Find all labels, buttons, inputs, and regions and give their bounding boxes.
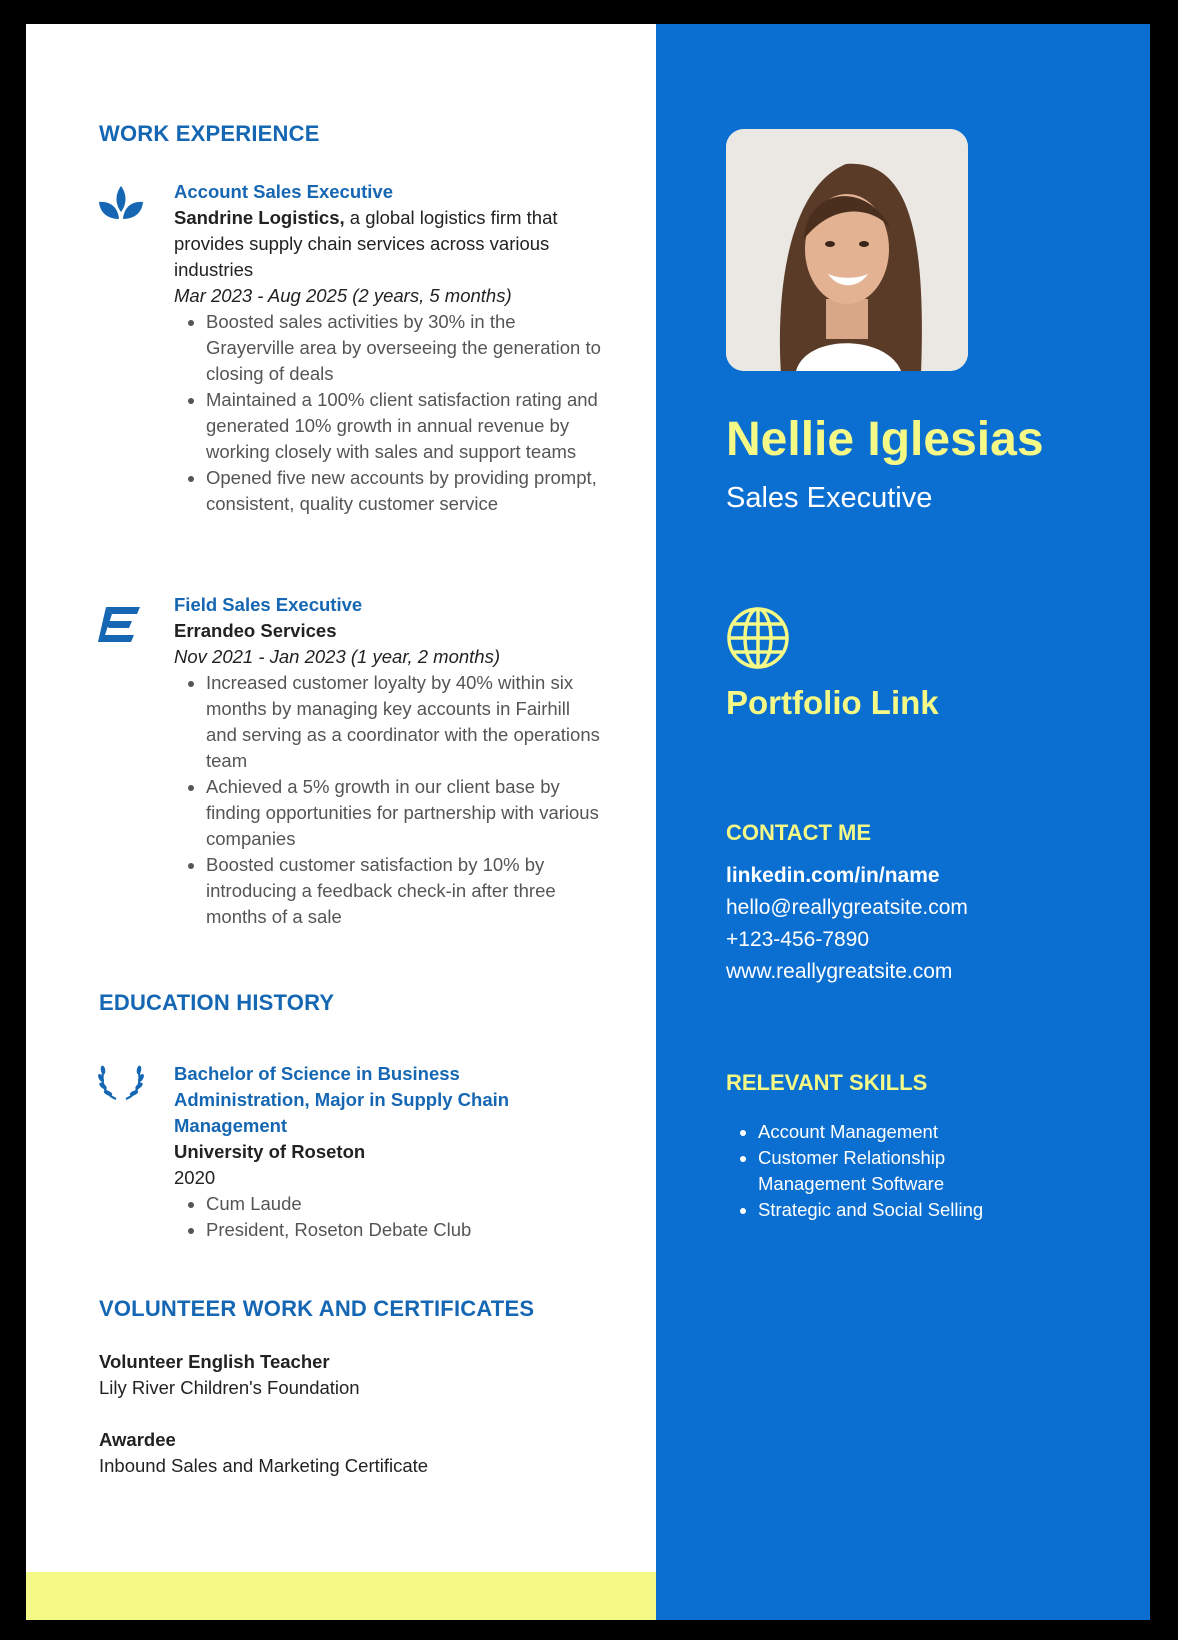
job-bullets — [174, 670, 604, 930]
job-dates: Mar 2023 - Aug 2025 (2 years, 5 months) — [174, 285, 512, 306]
list-item: • Achieved a 5% growth in our client base by finding opportunities for partnership with various companies — [206, 774, 604, 852]
list-item: • Boosted customer satisfaction by 10% by introducing a feedback check-in after three months of a sale — [206, 852, 604, 930]
graduation-year: 2020 — [174, 1167, 216, 1188]
company-description: a global logistics firm that provides supply chain services across various industries — [174, 207, 558, 280]
school-name: University of Roseton — [174, 1141, 366, 1162]
company-line — [174, 205, 604, 283]
volunteer-title: Volunteer English Teacher — [99, 1351, 330, 1372]
list-item: • Strategic and Social Selling — [758, 1197, 1056, 1223]
list-item: • Maintained a 100% client satisfaction rating and generated 10% growth in annual revenue by working closely with sales and support teams — [206, 387, 604, 465]
left-column — [26, 24, 656, 1620]
list-item: • Boosted sales activities by 30% in the Grayerville area by overseeing the generation to closing of deals — [206, 309, 604, 387]
right-column — [656, 24, 1150, 1620]
laurel-wreath-icon — [96, 1054, 146, 1104]
education-heading: EDUCATION HISTORY — [99, 990, 335, 1015]
work-experience-heading: WORK EXPERIENCE — [99, 121, 320, 146]
list-item: • Opened five new accounts by providing prompt, consistent, quality customer service — [206, 465, 604, 517]
phone-number: +123-456-7890 — [726, 928, 870, 951]
footer-accent-bar — [26, 1572, 656, 1620]
company-name: Sandrine Logistics, — [174, 207, 345, 228]
list-item: • Customer Relationship Management Software — [758, 1145, 1056, 1197]
volunteer-item — [99, 1349, 360, 1401]
list-item: • President, Roseton Debate Club — [206, 1217, 584, 1243]
linkedin-link[interactable]: linkedin.com/in/name — [726, 864, 940, 887]
job-dates: Nov 2021 - Jan 2023 (1 year, 2 months) — [174, 646, 500, 667]
volunteer-heading: VOLUNTEER WORK AND CERTIFICATES — [99, 1296, 535, 1321]
certificate-item — [99, 1427, 428, 1479]
contact-list — [726, 860, 968, 988]
globe-icon[interactable] — [724, 604, 792, 672]
list-item: • Cum Laude — [206, 1191, 584, 1217]
candidate-name: Nellie Iglesias — [726, 413, 1044, 466]
profile-photo — [726, 129, 968, 371]
company-line — [174, 618, 604, 644]
job-title: Field Sales Executive — [174, 594, 363, 615]
job-bullets — [174, 309, 604, 517]
degree-title: Bachelor of Science in Business Administration, Major in Supply Chain Management — [174, 1063, 510, 1136]
list-item: • Increased customer loyalty by 40% within six months by managing key accounts in Fairhill and serving as a coordinator with the operations team — [206, 670, 604, 774]
education-bullets — [174, 1191, 584, 1243]
education-entry — [174, 1061, 584, 1243]
job-entry — [174, 179, 604, 517]
portrait-illustration — [726, 129, 968, 371]
candidate-role: Sales Executive — [726, 482, 933, 514]
job-title: Account Sales Executive — [174, 181, 394, 202]
email-link[interactable]: hello@reallygreatsite.com — [726, 896, 968, 919]
skills-heading: RELEVANT SKILLS — [726, 1070, 928, 1095]
job-entry — [174, 592, 604, 930]
company-name: Errandeo Services — [174, 620, 337, 641]
lotus-icon — [96, 182, 146, 232]
volunteer-org: Lily River Children's Foundation — [99, 1377, 360, 1398]
certificate-name: Inbound Sales and Marketing Certificate — [99, 1455, 429, 1476]
contact-heading: CONTACT ME — [726, 820, 872, 845]
list-item: • Account Management — [758, 1119, 1056, 1145]
portfolio-link[interactable]: Portfolio Link — [726, 684, 939, 721]
website-link[interactable]: www.reallygreatsite.com — [726, 960, 953, 983]
certificate-title: Awardee — [99, 1429, 176, 1450]
skills-list — [726, 1119, 1056, 1223]
resume-page — [26, 24, 1150, 1620]
letter-e-logo-icon — [96, 599, 146, 649]
